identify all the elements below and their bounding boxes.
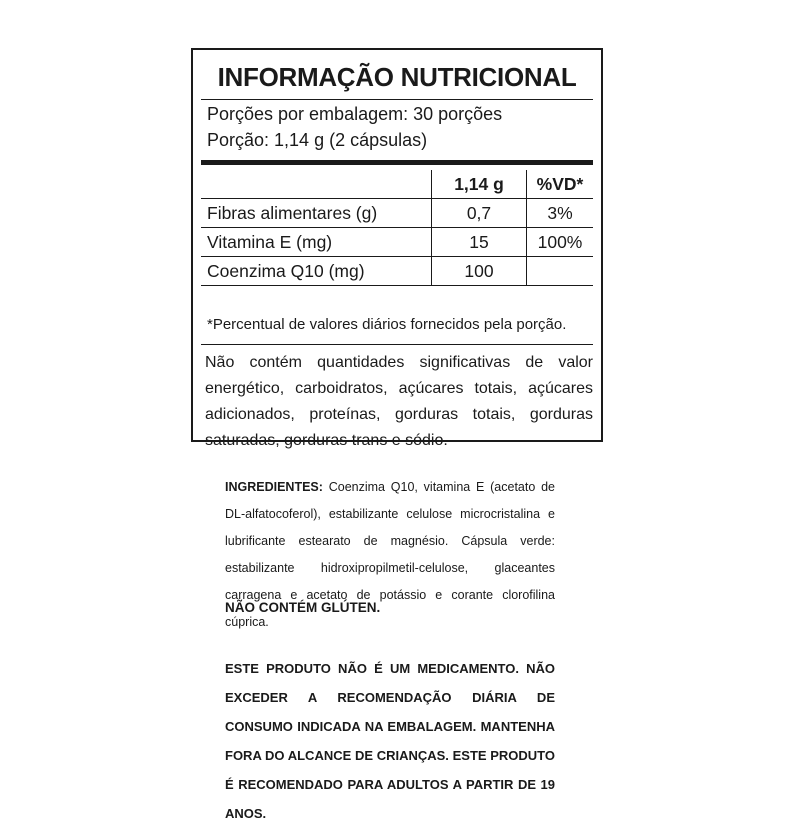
nutrient-amount: 0,7 <box>432 199 527 228</box>
nutrient-amount: 15 <box>432 228 527 257</box>
ingredients-heading: INGREDIENTES: <box>225 480 323 494</box>
table-header-cell: %VD* <box>527 170 594 199</box>
thick-divider <box>201 160 593 165</box>
nutrient-dv: 3% <box>527 199 594 228</box>
dv-footnote: *Percentual de valores diários fornecidos pela porção. <box>207 316 567 333</box>
ingredients-text: Coenzima Q10, vitamina E (acetato de DL-alfatocoferol), estabilizante celulose microcristalina e lubrificante estearato de magnésio. Cápsula verde: estabilizante hidroxipropilmetil-celulose, glaceantes carragena e acetato de potássio e corante clorofilina cúprica. <box>225 480 555 629</box>
nutrient-name: Coenzima Q10 (mg) <box>201 257 432 286</box>
table-header-row <box>201 170 593 199</box>
nutrient-dv: 100% <box>527 228 594 257</box>
panel-title: INFORMAÇÃO NUTRICIONAL <box>217 62 577 92</box>
table-row <box>201 228 593 257</box>
divider <box>201 344 593 345</box>
nutrition-table <box>201 170 593 286</box>
nutrient-dv <box>527 257 594 286</box>
serving-size: Porção: 1,14 g (2 cápsulas) <box>207 130 428 150</box>
gluten-statement: NÃO CONTÉM GLÚTEN. <box>225 600 381 615</box>
table-row <box>201 257 593 286</box>
table-header-cell <box>201 170 432 199</box>
warning-text: ESTE PRODUTO NÃO É UM MEDICAMENTO. NÃO EXCEDER A RECOMENDAÇÃO DIÁRIA DE CONSUMO INDICADA NA EMBALAGEM. MANTENHA FORA DO ALCANCE DE CRIANÇAS. ESTE PRODUTO É RECOMENDADO PARA ADULTOS A PARTIR DE 19 ANOS. <box>225 661 555 821</box>
not-significant-note: Não contém quantidades significativas de valor energético, carboidratos, açúcares totais, açúcares adicionados, proteínas, gorduras totais, gorduras saturadas, gorduras trans e sódio. <box>205 354 593 449</box>
divider <box>201 99 593 100</box>
nutrient-amount: 100 <box>432 257 527 286</box>
nutrient-name: Fibras alimentares (g) <box>201 199 432 228</box>
table-row <box>201 199 593 228</box>
nutrient-name: Vitamina E (mg) <box>201 228 432 257</box>
nutrition-facts-panel <box>191 48 603 449</box>
servings-per-package: Porções por embalagem: 30 porções <box>207 104 503 124</box>
table-header-cell: 1,14 g <box>432 170 527 199</box>
